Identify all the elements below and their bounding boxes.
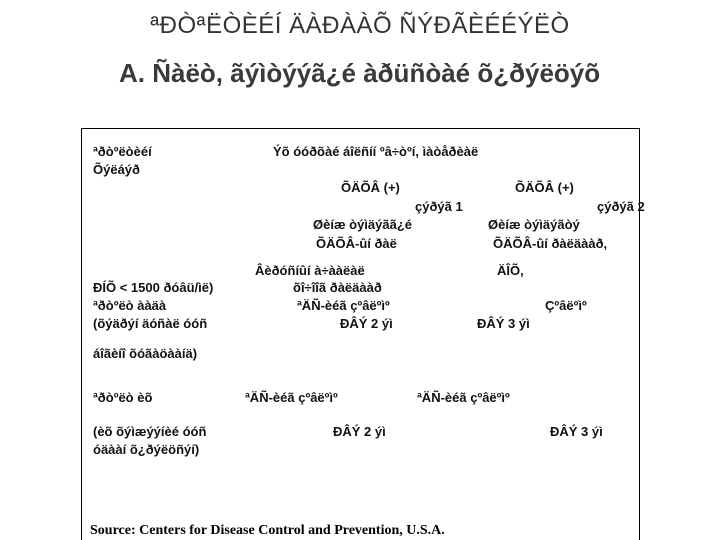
high-volume-regimen-2: ÐÂÝ 2 ýì (333, 424, 386, 439)
high-volume-recommendation: ªÄÑ-èéã çºâëºìº (245, 390, 338, 405)
rna-threshold-label: ÐÍÕ < 1500 ðóâü/ìë) (93, 280, 214, 295)
row-form-label: Õýëáýð (93, 162, 140, 177)
low-volume-label: ªðòºëò ààäà (93, 298, 167, 313)
slide-title: ªÐÒªËÒÈÉÍ ÄÀÐÀÀÕ ÑÝÐÃÈÉÉÝËÒ (150, 12, 570, 39)
symptomatic-label: Øèíæ òýìäýãòý (488, 217, 580, 232)
slide-subtitle: A. Ñàëò, ãýìòýýã¿é àðüñòàé õ¿ðýëöýõ (119, 58, 601, 88)
aids-label: ÄÎÕ, (497, 263, 524, 278)
high-volume-recommendation-2: ªÄÑ-èéã çºâëºìº (417, 390, 510, 405)
source-positive-1: ÕÄÕÂ (+) (341, 180, 400, 195)
low-volume-regimen-2: ÐÂÝ 2 ýì (340, 316, 393, 331)
high-volume-label: ªðòºëò èõ (93, 390, 153, 405)
low-volume-detail-2: áîãèíî õóãàöààíä) (93, 346, 198, 361)
low-volume-regimen-3: ÐÂÝ 3 ýì (477, 316, 530, 331)
row-exposure-type-label: ªðòºëòèéí (93, 144, 152, 159)
source-citation: Source: Centers for Disease Control and Prevention, U.S.A. (90, 523, 445, 538)
high-volume-regimen-3: ÐÂÝ 3 ýì (550, 424, 603, 439)
low-volume-detail: (õýäðýí äóñàë óóñ (93, 316, 208, 331)
asymptomatic-label: Øèíæ òýìäýãã¿é (313, 217, 412, 232)
class-2-detail: ÕÄÕÂ-ûí ðàëäààð, (493, 236, 608, 251)
row-material-label: Ýõ óóðõàé áîëñíí ºâ÷òºí, ìàòåðèàë (273, 144, 479, 159)
class-2-label: çýðýã 2 (597, 199, 645, 214)
viral-load-label: Âèðóñíûí à÷ààëàë (255, 263, 365, 278)
low-volume-recommendation-2: Çºâëºìº (545, 298, 587, 313)
class-1-label: çýðýã 1 (415, 199, 463, 214)
high-load-label: õî÷îîã ðàëäààð (293, 280, 382, 295)
low-volume-recommendation: ªÄÑ-èéã çºâëºìº (297, 298, 390, 313)
high-volume-detail-2: óäààí õ¿ðýëöñýí) (93, 442, 200, 457)
class-1-detail: ÕÄÕÂ-ûí ðàë (316, 236, 397, 251)
high-volume-detail: (èõ õýìæýýíèé óóñ (93, 424, 207, 439)
source-positive-2: ÕÄÕÂ (+) (515, 180, 574, 195)
